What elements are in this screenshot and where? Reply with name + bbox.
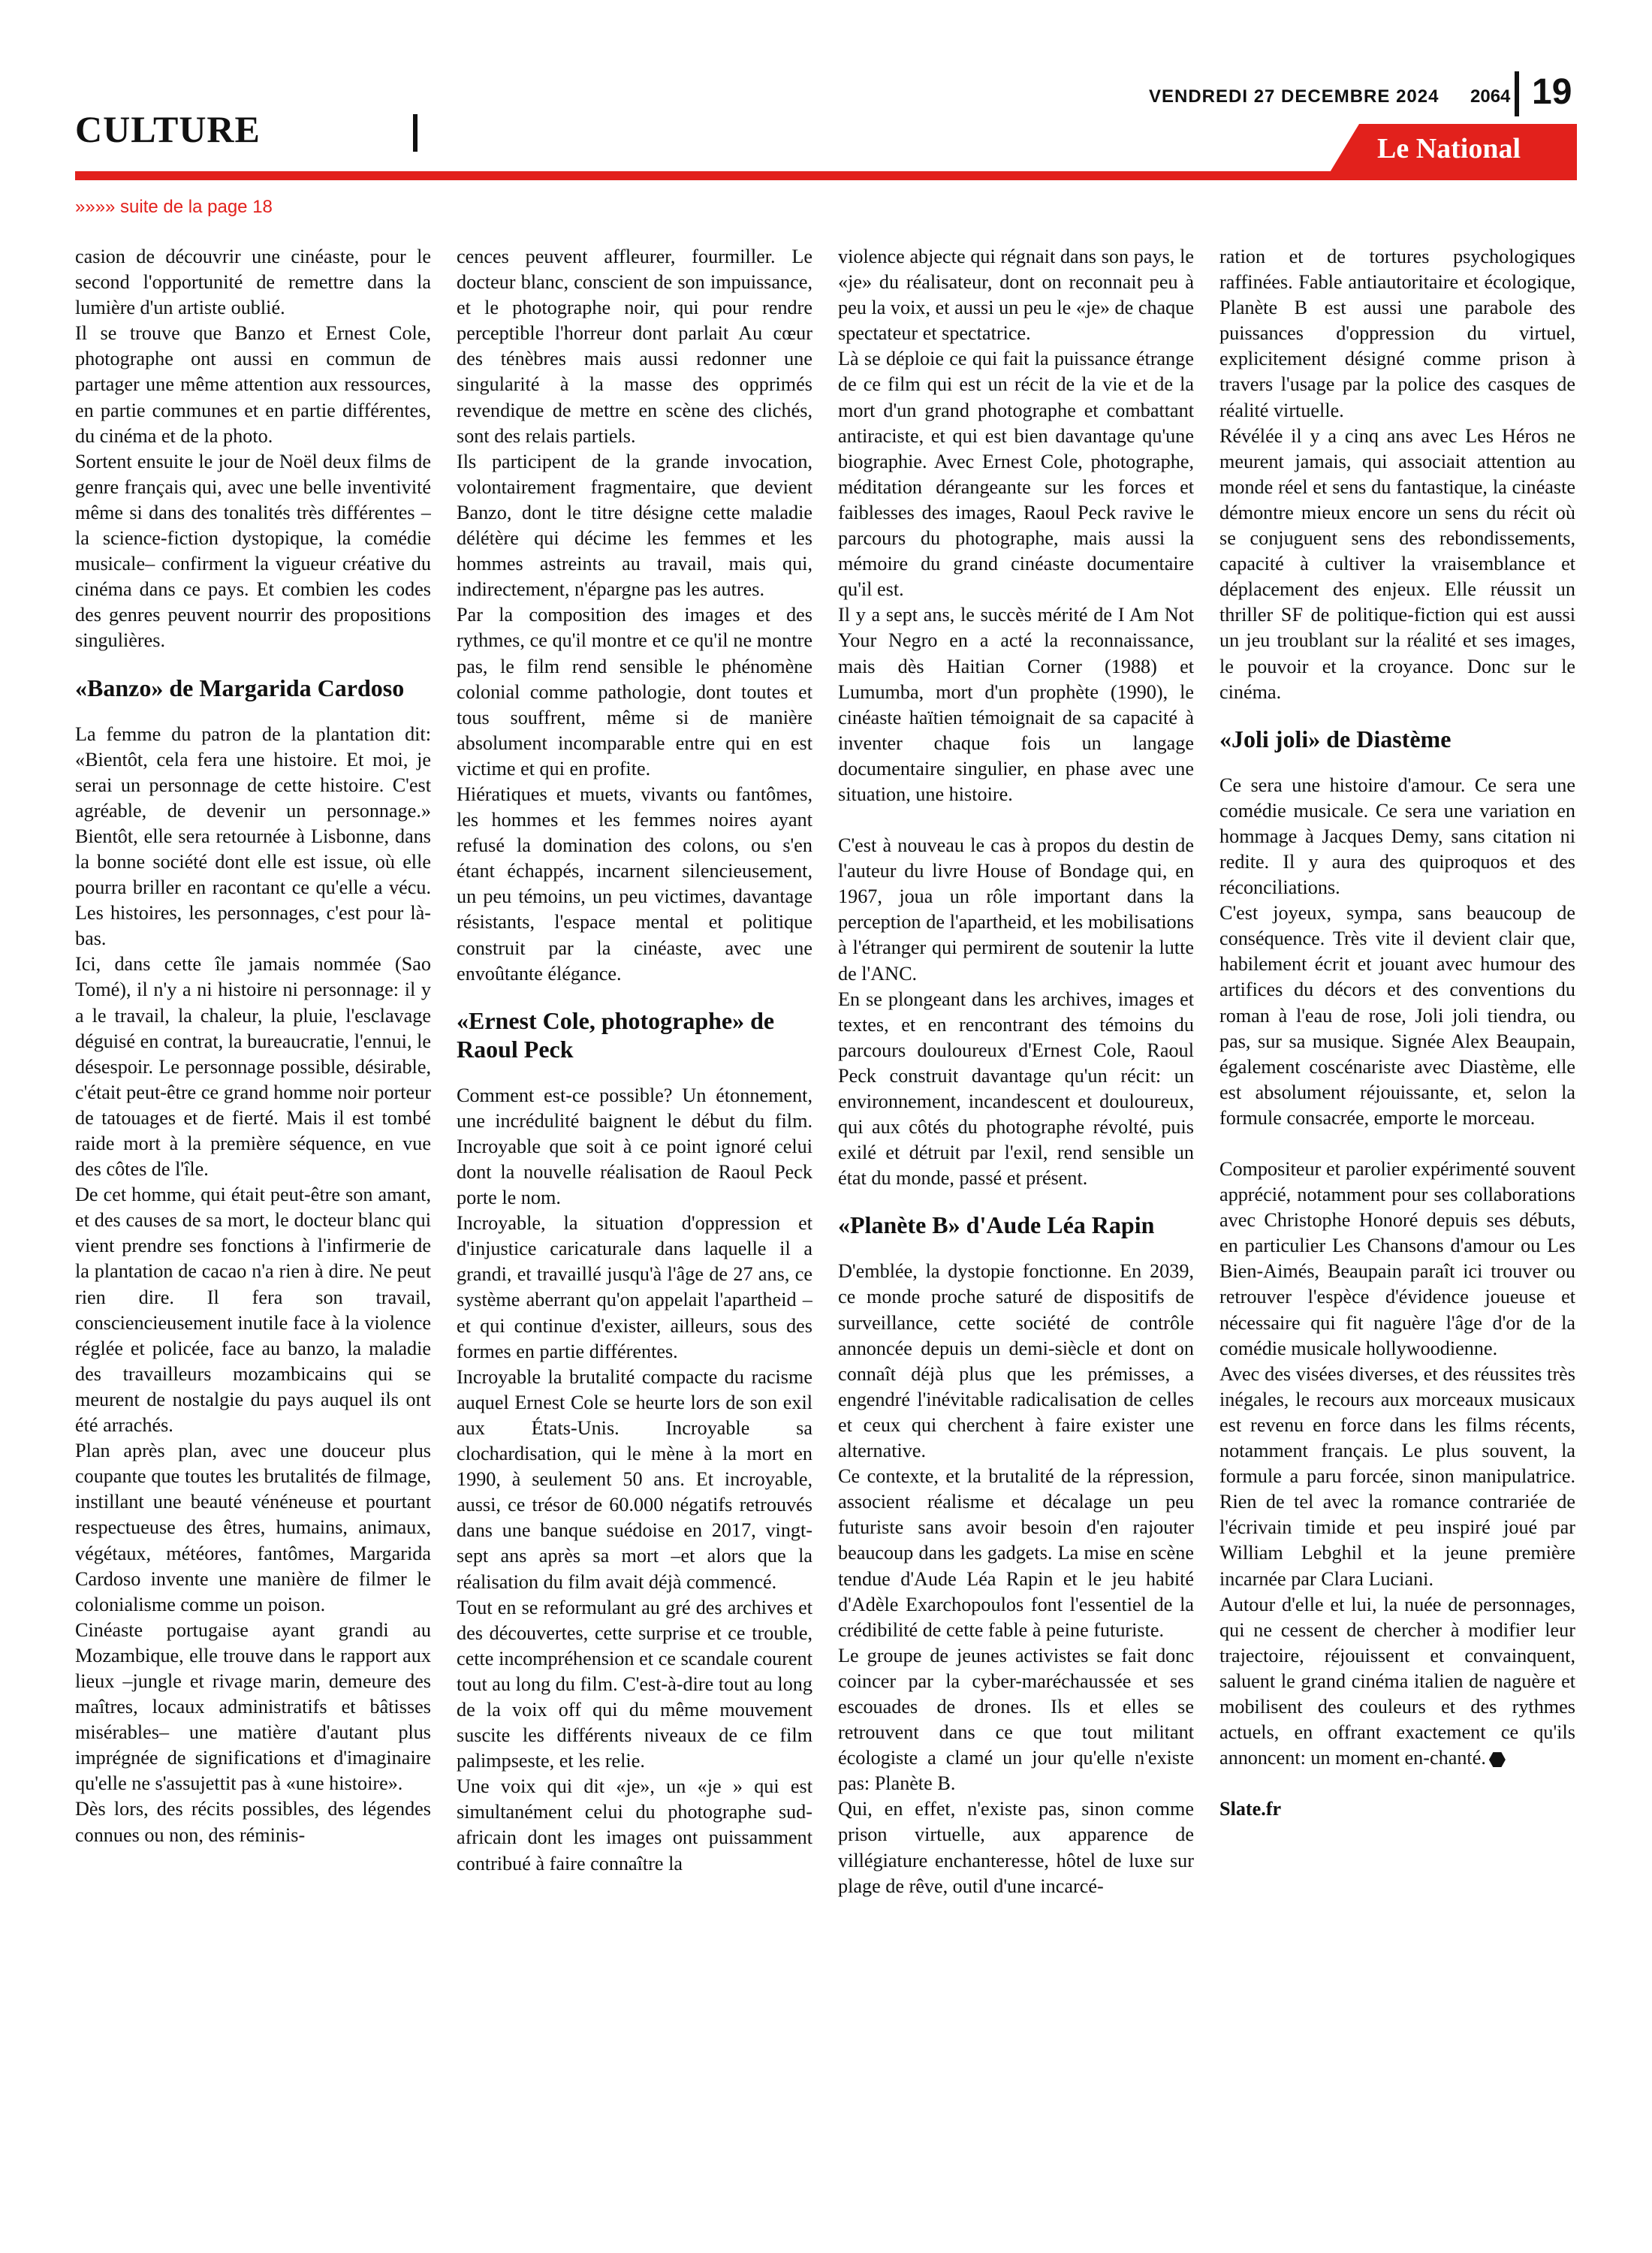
end-of-article-icon [1489, 1752, 1506, 1767]
paragraph: Qui, en effet, n'existe pas, sinon comme prison virtuelle, aux apparence de villégiature enchanteresse, hôtel de luxe sur plage de rêve, outil d'une incarcé- [838, 1798, 1194, 1897]
paragraph: Ici, dans cette île jamais nommée (Sao Tomé), il n'y a ni histoire ni personnage: il y a le travail, la chaleur, la pluie, l'esclavage déguisé en contrat, la bureaucratie, l'ennui, le désespoir. Le personnage possible, désirable, c'était peut-être ce grand homme noir porteur de tatouages et de fierté. Mais il est tombé raide mort à la première séquence, en vue des côtes de l'île. [75, 953, 431, 1181]
issue-number: 2064 [1470, 86, 1511, 107]
paragraph: En se plongeant dans les archives, images et textes, et en rencontrant des témoins du parcours douloureux d'Ernest Cole, Raoul Peck construit davantage qu'un récit: un environnement, incandescent et douloureux, qui aux côtés du photographe révolté, puis exilé et détruit par l'exil, rend sensible un état du monde, passé et présent. [838, 988, 1194, 1190]
paragraph: Cinéaste portugaise ayant grandi au Mozambique, elle trouve dans le rapport aux lieux –jungle et rivage marin, demeure des maîtres, locaux administratifs et bâtisses misérables– une matière d'autant plus imprégnée de significations et d'imaginaire qu'elle ne s'assujettit pas à «une histoire». [75, 1618, 431, 1795]
paragraph: ration et de tortures psychologiques raffinées. Fable antiautoritaire et écologique, Planète B est aussi une parabole des puissances d'oppression du virtuel, explicitement désigné comme prison à travers l'usage par la police des casques de réalité virtuelle. [1219, 246, 1575, 421]
paragraph: casion de découvrir une cinéaste, pour le second l'opportunité de remettre dans la lumière d'un artiste oublié. [75, 246, 431, 319]
paragraph: Ce contexte, et la brutalité de la répression, associent réalisme et décalage un peu futuriste sans avoir besoin d'en rajouter beaucoup dans les gadgets. La mise en scène tendue d'Aude Léa Rapin et le jeu habité d'Adèle Exarchopoulos font l'essentiel de la crédibilité de cette fable à peine futuriste. [838, 1465, 1194, 1641]
paragraph-gap [838, 807, 1194, 833]
page-number: 19 [1532, 72, 1572, 112]
paragraph: La femme du patron de la plantation dit: «Bientôt, cela fera une histoire. Et moi, je serai un personnage de cette histoire. C'est agréable, de devenir un personnage.» Bientôt, elle sera retournée à Lisbonne, dans la bonne société dont elle est issue, où elle pourra briller en racontant ce qu'elle a vécu. Les histoires, les personnages, c'est pour là-bas. [75, 722, 431, 950]
paragraph: Plan après plan, avec une douceur plus coupante que toutes les brutalités de filmage, instillant une beauté vénéneuse et pourtant respectueuse des êtres, humains, animaux, végétaux, météores, fantômes, Margarida Cardoso invente une manière de filmer le colonialisme comme un poison. [75, 1440, 431, 1615]
paragraph: Il se trouve que Banzo et Ernest Cole, photographe ont aussi en commun de partager une même attention aux ressources, en partie communes et en partie différentes, du cinéma et de la photo. [75, 322, 431, 447]
subheading-ernest-cole: «Ernest Cole, photographe» de Raoul Peck [457, 1006, 775, 1063]
paragraph: Dès lors, des récits possibles, des légendes connues ou non, des réminis- [75, 1798, 431, 1846]
continued-from-note: »»»» suite de la page 18 [75, 197, 273, 217]
issue-date: VENDREDI 27 DECEMBRE 2024 [1149, 86, 1439, 107]
paragraph-gap [1219, 1131, 1575, 1157]
paragraph: Compositeur et parolier expérimenté souvent apprécié, notamment pour ses collaborations avec Christophe Honoré depuis ses débuts, en particulier Les Chansons d'amour ou Les Bien-Aimés, Beaupain paraît ici trouver ou retrouver l'espèce d'évidence joueuse et nécessaire qui fit naguère l'âge d'or de la comédie musicale hollywoodienne. [1219, 1158, 1575, 1359]
paragraph: Une voix qui dit «je», un «je » qui est simultanément celui du photographe sud-africain dont les images ont puissamment contribué à faire connaître la [457, 1775, 812, 1874]
article-source: Slate.fr [1219, 1798, 1282, 1820]
paragraph: Par la composition des images et des rythmes, ce qu'il montre et ce qu'il ne montre pas, le film rend sensible le phénomène colonial comme pathologie, dont toutes et tous souffrent, même si de manière absolument incomparable entre qui en est victime et qui en profite. [457, 604, 812, 780]
paragraph: D'emblée, la dystopie fonctionne. En 2039, ce monde proche saturé de dispositifs de surveillance, cette société de contrôle annoncée depuis un demi-siècle et dont on connaît déjà plus que les prémisses, a engendré l'inévitable radicalisation de celles et ceux qui cherchent à faire exister une alternative. [838, 1260, 1194, 1462]
paragraph: Sortent ensuite le jour de Noël deux films de genre français qui, avec une belle inventivité même si dans des tonalités très différentes –la science-fiction dystopique, la comédie musicale– confirment la vigueur créative du cinéma dans ce pays. Et combien les codes des genres peuvent nourrir des propositions singulières. [75, 450, 431, 652]
paragraph-final [1219, 1592, 1575, 1772]
paragraph: C'est joyeux, sympa, sans beaucoup de conséquence. Très vite il devient clair que, habilement écrit et jouant avec humour des artifices du décors et des conventions du roman à l'eau de rose, Joli joli tiendra, ou pas, sur sa musique. Signée Alex Beaupain, également coscénariste avec Diastème, elle est absolument réjouissante, et, selon la formule consacrée, emporte le morceau. [1219, 902, 1575, 1129]
paragraph: Avec des visées diverses, et des réussites très inégales, le recours aux morceaux musicaux est revenu en force dans les films récents, notamment français. Le plus souvent, la formule a paru forcée, sinon manipulatrice. Rien de tel avec la romance contrariée de l'écrivain timide et peu inspiré joué par William Lebghil et la jeune première incarnée par Clara Luciani. [1219, 1362, 1575, 1590]
paragraph: Là se déploie ce qui fait la puissance étrange de ce film qui est un récit de la vie et de la mort d'un grand photographe et combattant antiraciste, et qui est bien davantage qu'une biographie. Avec Ernest Cole, photographe, méditation dérangeante sur les forces et faiblesses des images, Raoul Peck ravive le parcours du photographe, mais aussi la mémoire du grand cinéaste documentaire qu'il est. [838, 348, 1194, 601]
paragraph: C'est à nouveau le cas à propos du destin de l'auteur du livre House of Bondage qui, en 1967, joua un rôle important dans la perception de l'apartheid, et les mobilisations à l'étranger qui permirent de soutenir la lutte de l'ANC. [838, 834, 1194, 985]
paragraph-text: Autour d'elle et lui, la nuée de personnages, qui ne cessent de chercher à modifier leur trajectoire, réjouissent et convainquent, saluent le grand cinéma italien de naguère et mobilisent des couleurs et des rythmes actuels, en offrant exactement ce qu'ils annoncent: un moment en-chanté. [1219, 1593, 1575, 1769]
page-number-divider [1515, 71, 1519, 116]
paragraph: Incroyable, la situation d'oppression et d'injustice caricaturale dans laquelle il a grandi, et travaillé jusqu'à l'âge de 27 ans, ce système aberrant qu'on appelait l'apartheid –et qui continue d'exister, ailleurs, sous des formes en partie différentes. [457, 1212, 812, 1362]
paragraph: De cet homme, qui était peut-être son amant, et des causes de sa mort, le docteur blanc qui vient prendre ses fonctions à l'infirmerie de la plantation de cacao n'a rien à dire. Ne peut rien dire. Il fera son travail, consciencieusement inutile face à la violence réglée et policée, face au banzo, la maladie des travailleurs mozambicains qui se meurent de nostalgie du pays auquel ils ont été arrachés. [75, 1184, 431, 1437]
paragraph: Le groupe de jeunes activistes se fait donc coincer par la cyber-maréchaussée et ses escouades de drones. Ils et elles se retrouvent dans ce que tout militant écologiste a clamé un jour qu'elle n'existe pas: Planète B. [838, 1644, 1194, 1795]
page-header [0, 0, 1652, 217]
header-divider [413, 114, 418, 152]
paragraph: Révélée il y a cinq ans avec Les Héros ne meurent jamais, qui associait attention au monde réel et sens du fantastique, la cinéaste démontre mieux encore un sens du récit où se conjuguent sens des rebondissements, capacité à cultiver la vraisemblance et déplacement des enjeux. Elle réussit un thriller SF de politique-fiction qui est aussi un jeu troublant sur la réalité et ses images, le pouvoir et la croyance. Donc sur le cinéma. [1219, 424, 1575, 703]
article-column-2 [457, 244, 812, 2227]
paragraph: Hiératiques et muets, vivants ou fantômes, les hommes et les femmes noires ayant refusé la domination des colons, ou s'en étant échappés, incarnent silencieusement, un peu témoins, un peu victimes, davantage résistants, l'espace mental et politique construit par la cinéaste, avec une envoûtante élégance. [457, 783, 812, 985]
paragraph: Incroyable la brutalité compacte du racisme auquel Ernest Cole se heurte lors de son exil aux États-Unis. Incroyable sa clochardisation, qui le mène à la mort en 1990, à seulement 50 ans. Et incroyable, aussi, ce trésor de 60.000 négatifs retrouvés dans une banque suédoise en 2017, vingt-sept ans après sa mort –et alors que la réalisation du film avait déjà commencé. [457, 1365, 812, 1593]
article-column-3 [838, 244, 1194, 2227]
subheading-banzo: «Banzo» de Margarida Cardoso [75, 674, 405, 701]
article-column-4 [1219, 244, 1575, 2227]
newspaper-logo: Le National [1377, 133, 1521, 164]
article-column-1 [75, 244, 431, 2227]
paragraph: Ils participent de la grande invocation, volontairement fragmentaire, que devient Banzo, dont le titre désigne cette maladie délétère qui décime les femmes et les hommes astreints au travail, mais qui, indirectement, n'épargne pas les autres. [457, 450, 812, 601]
paragraph: Tout en se reformulant au gré des archives et des découvertes, cette surprise et ce trouble, cette incompréhension et ce scandale courent tout au long du film. C'est-à-dire tout au long de la voix off qui du même mouvement suscite les différents niveaux de ce film palimpseste, et les relie. [457, 1596, 812, 1772]
paragraph: Comment est-ce possible? Un étonnement, une incrédulité baignent le début du film. Incroyable que soit à ce point ignoré celui dont la nouvelle réalisation de Raoul Peck porte le nom. [457, 1084, 812, 1209]
paragraph: Il y a sept ans, le succès mérité de I Am Not Your Negro en a acté la reconnaissance, mais dès Haitian Corner (1988) et Lumumba, mort d'un prophète (1990), le cinéaste haïtien témoignait de sa capacité à inventer chaque fois un langage documentaire singulier, en phase avec une situation, une histoire. [838, 604, 1194, 805]
section-title: CULTURE [75, 108, 261, 150]
paragraph: Ce sera une histoire d'amour. Ce sera une comédie musicale. Ce sera une variation en hommage à Jacques Demy, sans citation ni redite. Il y aura des quiproquos et des réconciliations. [1219, 774, 1575, 899]
subheading-planete-b: «Planète B» d'Aude Léa Rapin [838, 1211, 1155, 1239]
subheading-joli-joli: «Joli joli» de Diastème [1219, 725, 1452, 753]
paragraph: cences peuvent affleurer, fourmiller. Le docteur blanc, conscient de son impuissance, et le photographe noir, qui pour rendre perceptible l'horreur dont parlait Au cœur des ténèbres mais aussi redonner une singularité à la masse des opprimés revendique de mettre en scène des clichés, sont des relais partiels. [457, 246, 812, 447]
paragraph: violence abjecte qui régnait dans son pays, le «je» du réalisateur, dont on reconnait peu à peu la voix, et aussi un peu le «je» de chaque spectateur et spectatrice. [838, 246, 1194, 345]
